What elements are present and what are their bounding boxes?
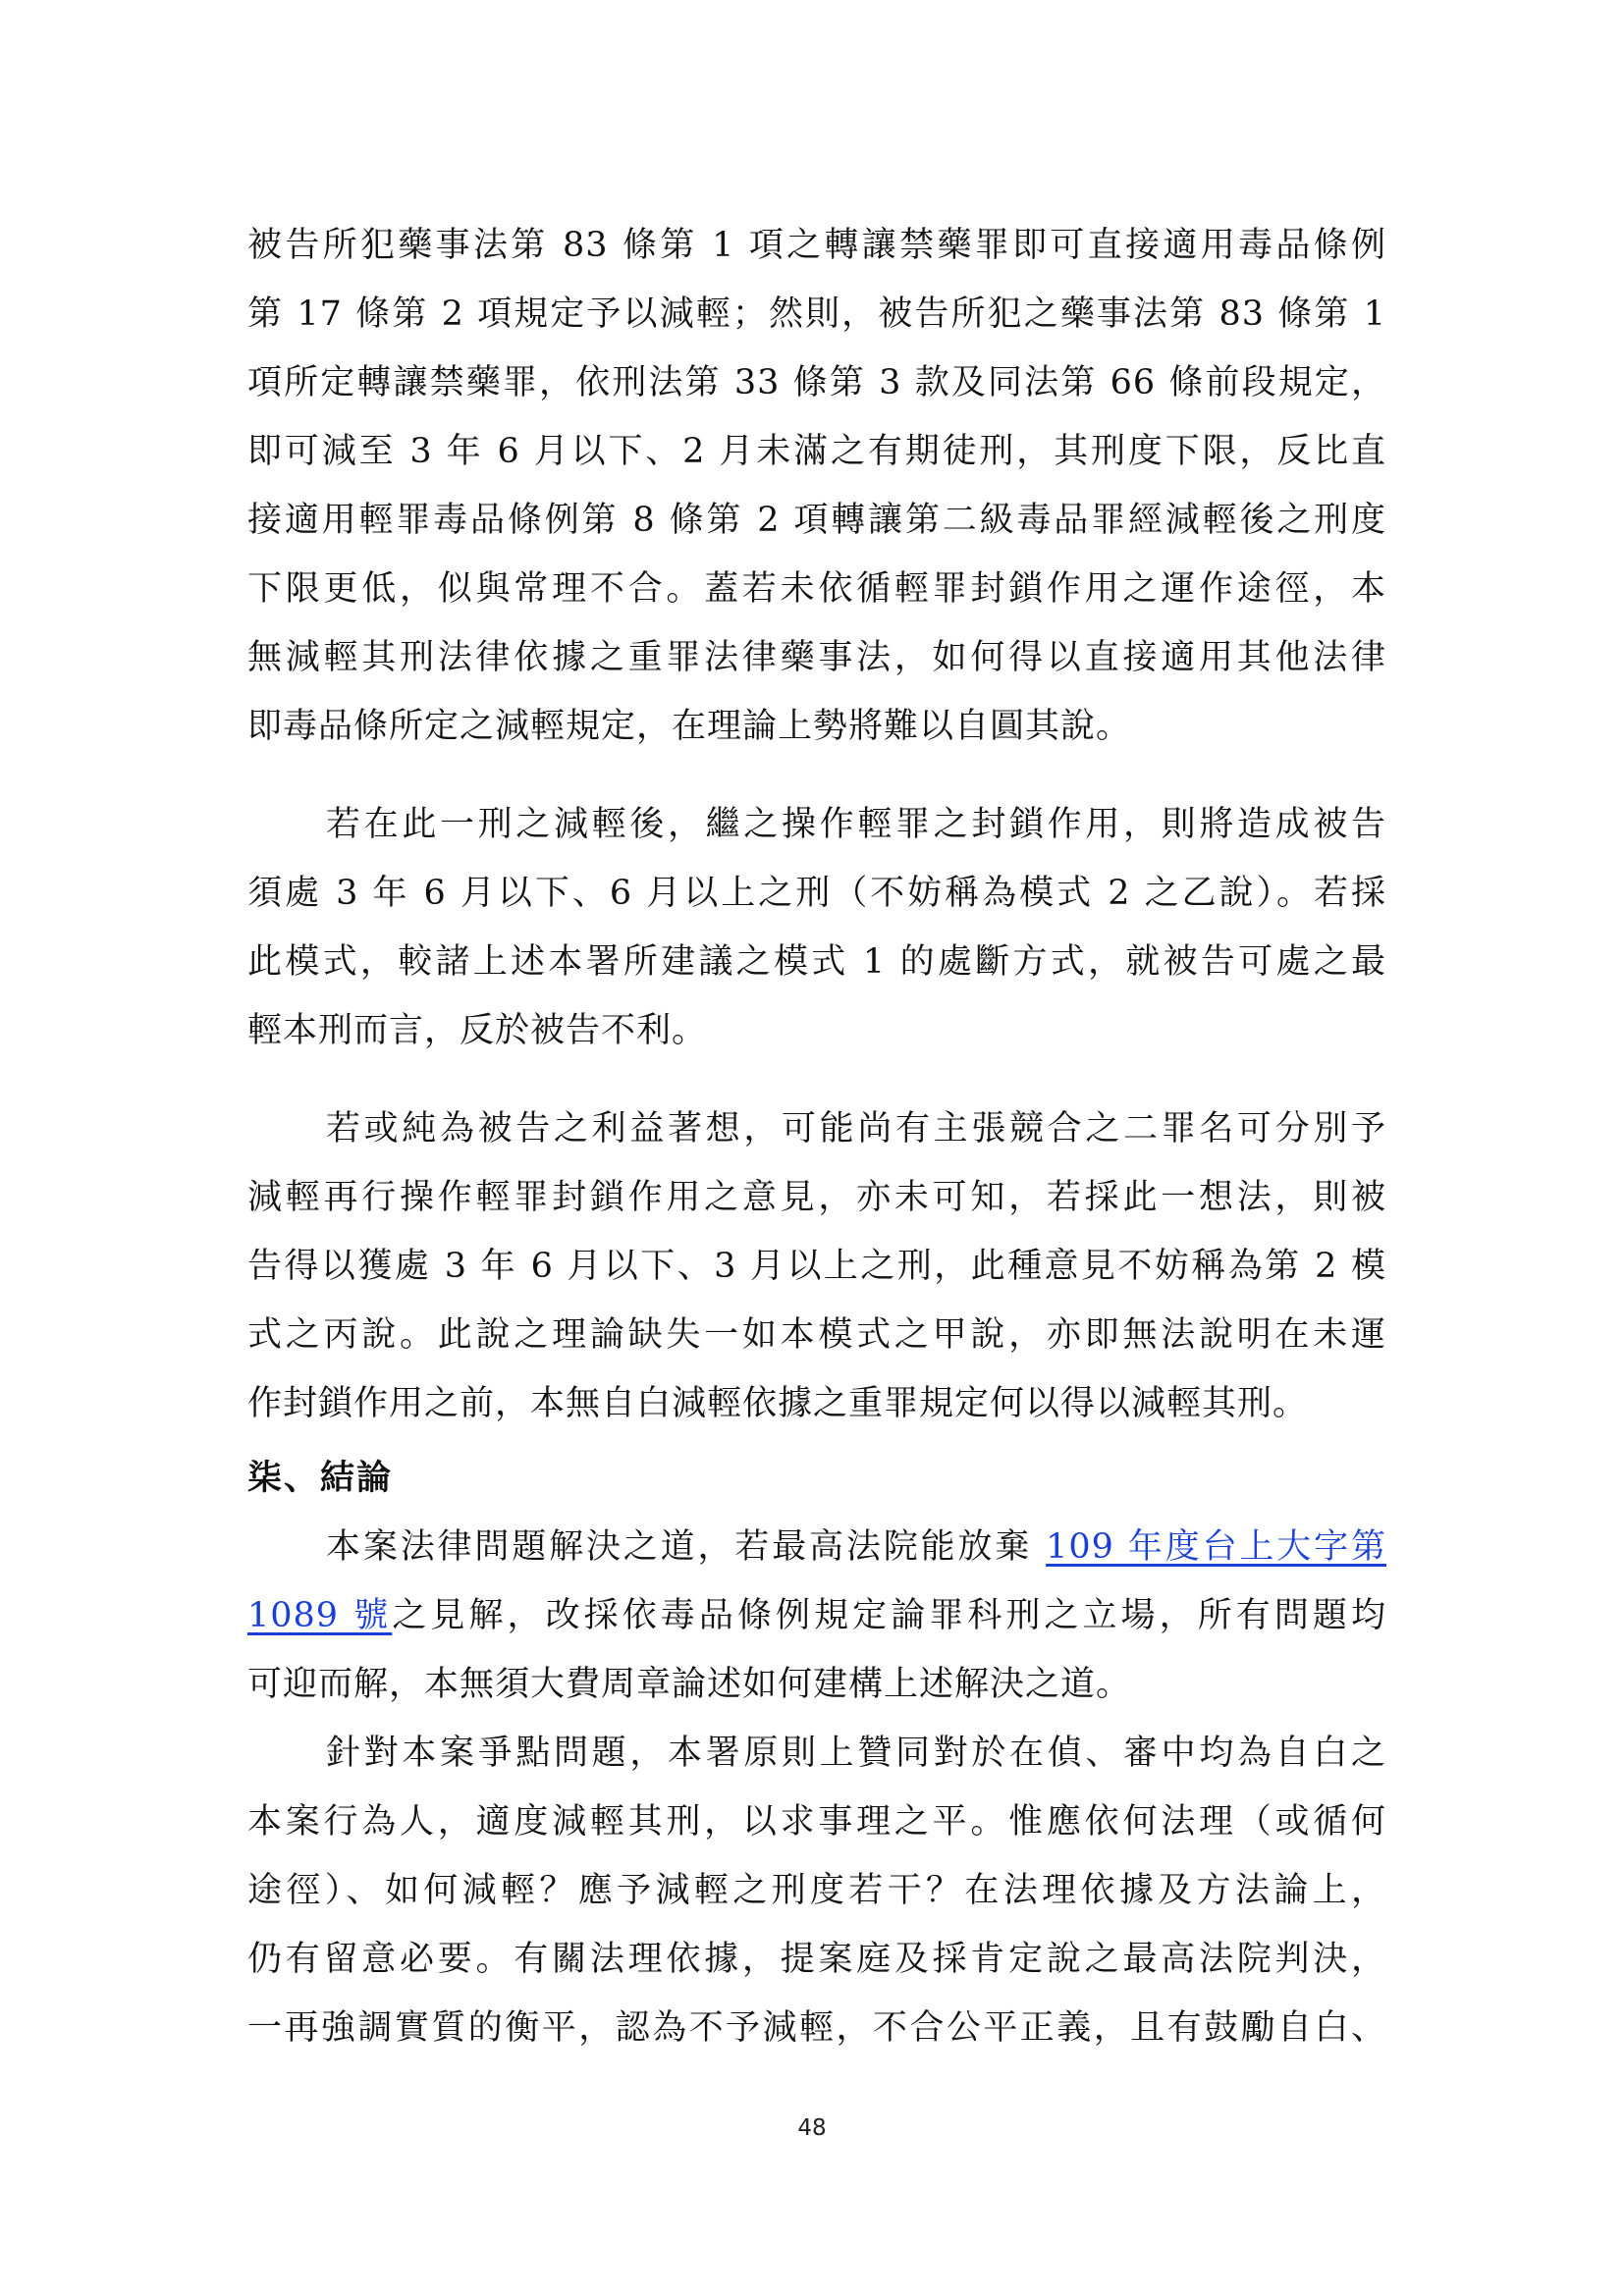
paragraph: [247, 211, 1386, 761]
text-line: 若或純為被告之利益著想，可能尚有主張競合之二罪名可分別予: [326, 1109, 1386, 1148]
text-line: 仍有留意必要。有關法理依據，提案庭及採肯定說之最高法院判決，: [247, 1940, 1386, 1979]
text-line: 作封鎖作用之前，本無自白減輕依據之重罪規定何以得以減輕其刑。: [247, 1384, 1309, 1423]
text-line: 可迎而解，本無須大費周章論述如何建構上述解決之道。: [247, 1665, 1132, 1704]
text-line: 途徑）、如何減輕？應予減輕之刑度若干？在法理依據及方法論上，: [247, 1871, 1386, 1910]
text-line: 減輕再行操作輕罪封鎖作用之意見，亦未可知，若採此一想法，則被: [247, 1178, 1386, 1217]
case-citation-link[interactable]: 109 年度台上大字第: [1046, 1527, 1386, 1567]
case-citation-link-continued[interactable]: 1089 號: [247, 1596, 393, 1635]
text-line: 輕本刑而言，反於被告不利。: [247, 1011, 708, 1050]
text-line: [247, 1513, 1386, 1581]
text-line: 接適用輕罪毒品條例第 8 條第 2 項轉讓第二級毒品罪經減輕後之刑度: [247, 501, 1386, 540]
text-line: 即毒品條所定之減輕規定，在理論上勢將難以自圓其說。: [247, 707, 1132, 746]
paragraph-spacer: [247, 761, 1386, 790]
paragraph-spacer: [247, 1065, 1386, 1095]
section-heading: 柒、結論: [247, 1458, 394, 1498]
text-line: 式之丙說。此說之理論缺失一如本模式之甲說，亦即無法說明在未運: [247, 1315, 1386, 1355]
text-line: 須處 3 年 6 月以下、6 月以上之刑（不妨稱為模式 2 之乙說）。若採: [247, 874, 1386, 913]
paragraph: [247, 1719, 1386, 2062]
text-line: 無減輕其刑法律依據之重罪法律藥事法，如何得以直接適用其他法律: [247, 638, 1386, 677]
text-line: 一再強調實質的衡平，認為不予減輕，不合公平正義，且有鼓勵自白、: [247, 2008, 1386, 2048]
text-line: 針對本案爭點問題，本署原則上贊同對於在偵、審中均為自白之: [326, 1734, 1386, 1773]
text-segment: 本案法律問題解決之道，若最高法院能放棄: [326, 1527, 1047, 1567]
paragraph: [247, 790, 1386, 1065]
text-segment: 之見解，改採依毒品條例規定論罪科刑之立場，所有問題均: [392, 1596, 1386, 1635]
text-line: 此模式，較諸上述本署所建議之模式 1 的處斷方式，就被告可處之最: [247, 942, 1386, 982]
document-body: [247, 211, 1386, 2062]
text-line: 本案行為人，適度減輕其刑，以求事理之平。惟應依何法理（或循何: [247, 1802, 1386, 1842]
text-line: 若在此一刑之減輕後，繼之操作輕罪之封鎖作用，則將造成被告: [326, 805, 1386, 844]
text-line: 被告所犯藥事法第 83 條第 1 項之轉讓禁藥罪即可直接適用毒品條例: [247, 226, 1386, 265]
text-line: 項所定轉讓禁藥罪，依刑法第 33 條第 3 款及同法第 66 條前段規定，: [247, 363, 1386, 402]
text-line: 告得以獲處 3 年 6 月以下、3 月以上之刑，此種意見不妨稱為第 2 模: [247, 1247, 1386, 1286]
page-number: 48: [797, 2115, 827, 2141]
text-line: 下限更低，似與常理不合。蓋若未依循輕罪封鎖作用之運作途徑，本: [247, 569, 1386, 609]
text-line: 即可減至 3 年 6 月以下、2 月未滿之有期徒刑，其刑度下限，反比直: [247, 432, 1386, 471]
text-line: 第 17 條第 2 項規定予以減輕；然則，被告所犯之藥事法第 83 條第 1: [247, 294, 1386, 334]
paragraph: [247, 1513, 1386, 1719]
paragraph: [247, 1095, 1386, 1438]
text-line: [247, 1581, 1386, 1650]
